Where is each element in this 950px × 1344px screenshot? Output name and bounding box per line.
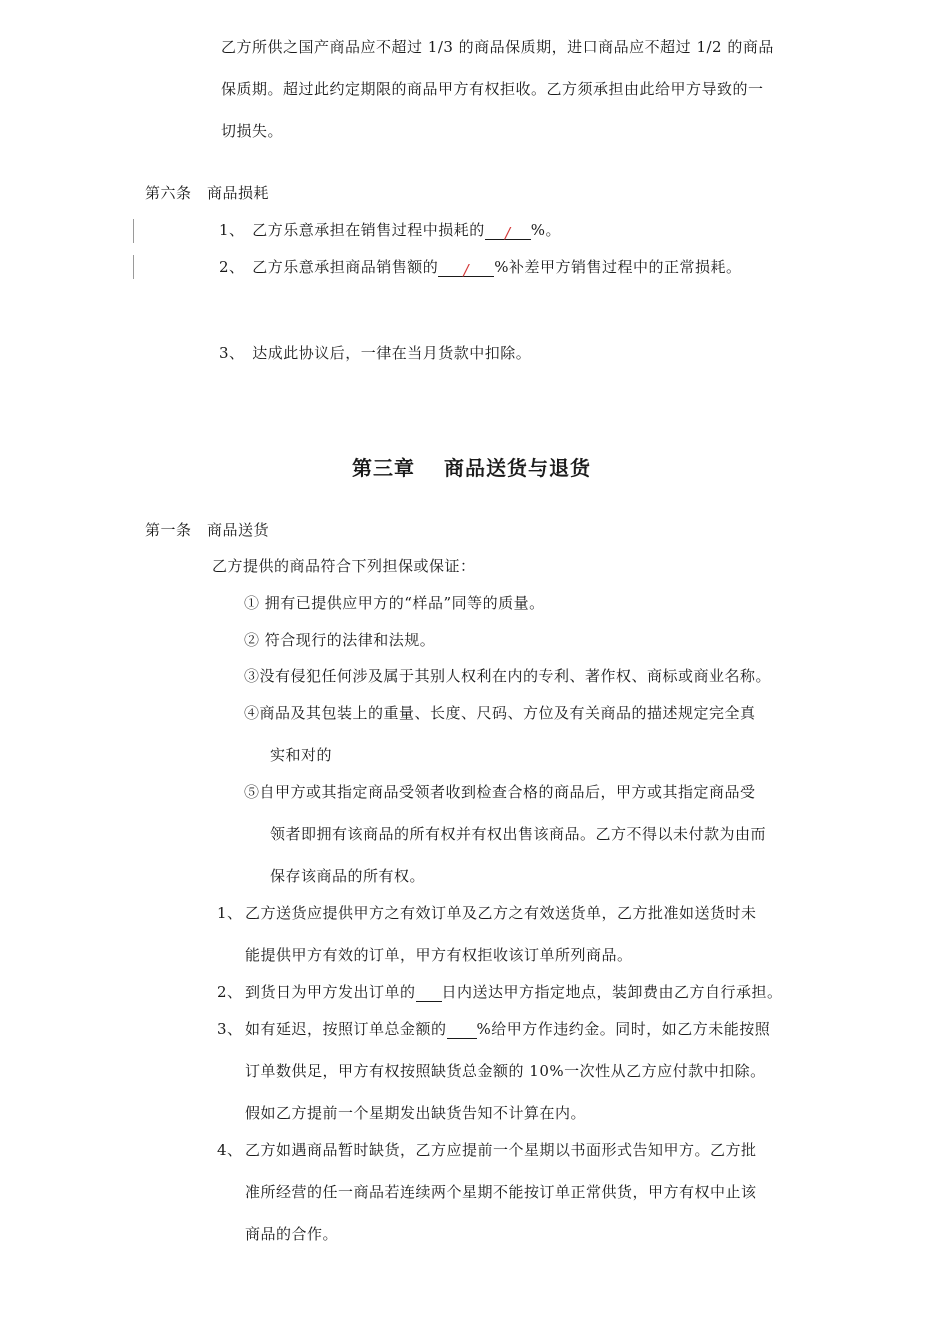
item-number: 2、 — [219, 258, 245, 276]
item-text: %给甲方作违约金。同时，如乙方未能按照 — [476, 1020, 771, 1038]
item-number: 1、 — [219, 221, 245, 239]
item-text: 如有延迟，按照订单总金额的 — [245, 1020, 447, 1038]
paragraph-line: 保质期。超过此约定期限的商品甲方有权拒收。乙方须承担由此给甲方导致的一 — [221, 80, 764, 98]
item-number: 1、 — [217, 904, 243, 922]
guarantee-3: ③没有侵犯任何涉及属于其别人权利在内的专利、著作权、商标或商业名称。 — [244, 667, 772, 685]
fill-blank — [485, 223, 531, 240]
article-6-item-2 — [219, 257, 742, 277]
item-text: 达成此协议后，一律在当月货款中扣除。 — [252, 344, 532, 362]
article-6-title: 第六条 商品损耗 — [145, 184, 270, 202]
revision-bar — [133, 219, 134, 243]
item-number: 2、 — [217, 983, 243, 1001]
fill-blank — [416, 985, 442, 1002]
delivery-item-3 — [217, 1019, 770, 1039]
chapter-3-heading: 第三章 商品送货与退货 — [352, 456, 591, 480]
delivery-item-1 — [217, 903, 757, 923]
article-1-title: 第一条 商品送货 — [145, 521, 270, 539]
guarantee-5-cont: 保存该商品的所有权。 — [270, 867, 426, 885]
fill-blank — [438, 260, 494, 277]
item-text: 乙方如遇商品暂时缺货，乙方应提前一个星期以书面形式告知甲方。乙方批 — [245, 1141, 757, 1159]
revision-bar — [133, 255, 134, 279]
item-number: 4、 — [217, 1141, 243, 1159]
delivery-item-4-cont: 准所经营的任一商品若连续两个星期不能按订单正常供货，甲方有权中止该 — [245, 1183, 757, 1201]
item-number: 3、 — [217, 1020, 243, 1038]
fill-blank — [447, 1022, 477, 1039]
delivery-item-2 — [217, 982, 783, 1002]
guarantee-5: ⑤自甲方或其指定商品受领者收到检查合格的商品后，甲方或其指定商品受 — [244, 783, 756, 801]
blank-value: / — [505, 224, 511, 242]
item-text: 乙方乐意承担在销售过程中损耗的 — [252, 221, 485, 239]
item-text: 乙方送货应提供甲方之有效订单及乙方之有效送货单，乙方批准如送货时未 — [245, 904, 757, 922]
article-6-item-1 — [219, 220, 561, 240]
guarantee-5-cont: 领者即拥有该商品的所有权并有权出售该商品。乙方不得以未付款为由而 — [270, 825, 767, 843]
article-1-intro: 乙方提供的商品符合下列担保或保证： — [212, 557, 476, 575]
item-text: 乙方乐意承担商品销售额的 — [252, 258, 439, 276]
delivery-item-3-cont: 订单数供足，甲方有权按照缺货总金额的 10%一次性从乙方应付款中扣除。 — [245, 1062, 766, 1080]
guarantee-4: ④商品及其包装上的重量、长度、尺码、方位及有关商品的描述规定完全真 — [244, 704, 756, 722]
item-text: 到货日为甲方发出订单的 — [245, 983, 416, 1001]
guarantee-4-cont: 实和对的 — [270, 746, 333, 764]
delivery-item-1-cont: 能提供甲方有效的订单，甲方有权拒收该订单所列商品。 — [245, 946, 633, 964]
blank-value: / — [463, 261, 470, 279]
paragraph-line: 切损失。 — [221, 122, 284, 140]
guarantee-2: ② 符合现行的法律和法规。 — [244, 631, 436, 649]
guarantee-1: ① 拥有已提供应甲方的“样品”同等的质量。 — [244, 594, 545, 612]
delivery-item-3-cont: 假如乙方提前一个星期发出缺货告知不计算在内。 — [245, 1104, 587, 1122]
delivery-item-4 — [217, 1140, 757, 1160]
delivery-item-4-cont: 商品的合作。 — [245, 1225, 339, 1243]
item-text: %。 — [530, 221, 562, 239]
article-6-item-3 — [219, 343, 531, 363]
paragraph-line: 乙方所供之国产商品应不超过 1/3 的商品保质期，进口商品应不超过 1/2 的商品 — [221, 38, 774, 56]
item-text: 日内送达甲方指定地点，装卸费由乙方自行承担。 — [441, 983, 783, 1001]
item-number: 3、 — [219, 344, 245, 362]
item-text: %补差甲方销售过程中的正常损耗。 — [494, 258, 742, 276]
